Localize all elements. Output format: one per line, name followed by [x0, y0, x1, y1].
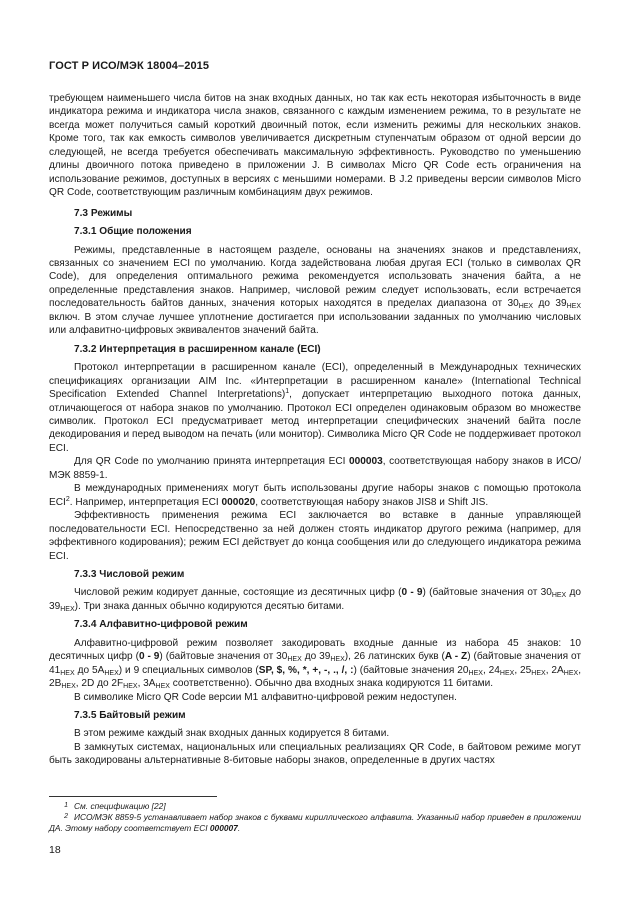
footnote-ref-1[interactable]: 1: [285, 388, 290, 396]
paragraph-7-3-5-2: В замкнутых системах, национальных или специальных реализациях QR Code, в байтовом режиме могут быть закодированы альтернативные 8-битовые наборы знаков, определенные в других частях: [49, 741, 581, 767]
paragraph-7-3-4-2: В символике Micro QR Code версии M1 алфавитно-цифровой режим недоступен.: [74, 691, 457, 703]
paragraph-7-3-2-1: Протокол интерпретации в расширенном канале (ECI), определенный в Международных технических спецификациях организации AIM Inc. «Интерпретации в расширенном канале» (International Technical Specification Extended Channel Interpretations)$^1$, допускает интерпретацию выходного потока данных, отличающегося от набора знаков по умолчанию. Протокол ECI определен одинаковым образом во множестве символик. Протокол ECI предусматривает метод интерпретации специфических значений байта после декодирования и перед выводом на печать (или монитор). Символика Micro QR Code не поддерживает протокол ECI.: [49, 362, 581, 454]
footnote-2-marker: 2: [64, 813, 68, 820]
footnote-1-marker: 1: [64, 802, 68, 809]
paragraph-7-3-2-4: Эффективность применения режима ECI заключается во вставке в данные управляющей последовательности ECI. Непосредственно за ней должен стоять индикатор другого режима (например, для эффективного кодирования); режим ECI действует до конца сообщения или до следующего индикатора режима ECI.: [49, 510, 581, 562]
paragraph-7-3-2-3: В международных применениях могут быть использованы другие наборы знаков с помощью протокола ECI$^2$. Например, интерпретация ECI 000020, соответствующая набору знаков JIS8 и Shift JIS.: [49, 483, 581, 508]
section-heading-7-3-2: 7.3.2 Интерпретация в расширенном канале (ECI): [74, 343, 321, 355]
section-heading-7-3: 7.3 Режимы: [74, 207, 133, 219]
footnote-1: 1 См. спецификацию [22]: [49, 800, 581, 812]
section-heading-7-3-1: 7.3.1 Общие положения: [74, 226, 192, 238]
paragraph-7-3-4-1: Алфавитно-цифровой режим позволяет закодировать входные данные из набора 45 знаков: 10 десятичных цифр (0 - 9) (байтовые значения от $30_{HEX}$ до $39_{HEX}$), 26 латинских букв (A - Z) (байтовые значения от $41_{HEX}$ до $5A_{HEX}$) и 9 специальных символов (SP, $, %, *, +, -, ., /, :) (байтовые значения $20_{HEX}$, $24_{HEX}$, $25_{HEX}$, $2A_{HEX}$, $2B_{HEX}$, 2D до $2F_{HEX}$, $3A_{HEX}$ соответственно). Обычно два входных знака кодируются 11 битами.: [49, 637, 581, 691]
paragraph-7-3-3: Числовой режим кодирует данные, состоящие из десятичных цифр (0 - 9) (байтовые значения от $30_{HEX}$ до $39_{HEX}$). Три знака данных обычно кодируются десятью битами.: [49, 587, 581, 613]
page-header-title: ГОСТ Р ИСО/МЭК 18004–2015: [49, 60, 210, 72]
paragraph-intro: требующем наименьшего числа битов на знак входных данных, но так как есть некоторая избыточность в виде индикатора режима и индикатора числа знаков, связанного с каждым изменением режима, то в результате не всегда может получиться самый короткий двоичный поток, если изменить режимы для нескольких знаков. Кроме того, так как емкость символов увеличивается дискретным ступенчатым образом от одной версии до следующей, не всегда требуется обеспечивать максимальную эффективность. Руководство по уменьшению длины двоичного потока приведено в приложении J. В символах Micro QR Code есть ограничения на использование режимов, доступных в версиях с меньшими номерами. В J.2 приведены версии символов Micro QR Code, соответствующим различным комбинациям двух режимов.: [49, 93, 581, 199]
footnote-ref-2[interactable]: 2: [65, 495, 70, 503]
paragraph-7-3-1: Режимы, представленные в настоящем разделе, основаны на значениях знаков и представлениях, связанных со значением ECI по умолчанию. Когда задействована любая другая ECI (только в символах QR Code), для определения оптимального режима рекомендуется использовать значения байта, а не определенные представления знаков. Например, числовой режим следует использовать, если встречается последовательность байтов данных, значения которых находятся в пределах диапазона от $30_{HEX}$ до $39_{HEX}$ включ. В этом случае лучшее уплотнение достигается при использовании заданных по умолчанию числовых или алфавитно-цифровых эквивалентов значений байта.: [49, 244, 581, 337]
paragraph-7-3-2-2: Для QR Code по умолчанию принята интерпретация ECI 000003, соответствующая набору знаков в ИСО/МЭК 8859-1.: [49, 456, 581, 481]
footnote-divider: [49, 796, 217, 797]
body-text: [49, 92, 581, 768]
paragraph-7-3-5-1: В этом режиме каждый знак входных данных кодируется 8 битами.: [74, 728, 390, 740]
page-number: 18: [49, 844, 61, 856]
section-heading-7-3-5: 7.3.5 Байтовый режим: [74, 710, 186, 722]
section-heading-7-3-3: 7.3.3 Числовой режим: [74, 568, 185, 580]
footnote-2: 2 ИСО/МЭК 8859-5 устанавливает набор знаков с буквами кириллического алфавита. Указанный набор приведен в приложении ДА. Этому набору соответствует ECI 000007.: [49, 812, 581, 833]
section-heading-7-3-4: 7.3.4 Алфавитно-цифровой режим: [74, 619, 248, 631]
